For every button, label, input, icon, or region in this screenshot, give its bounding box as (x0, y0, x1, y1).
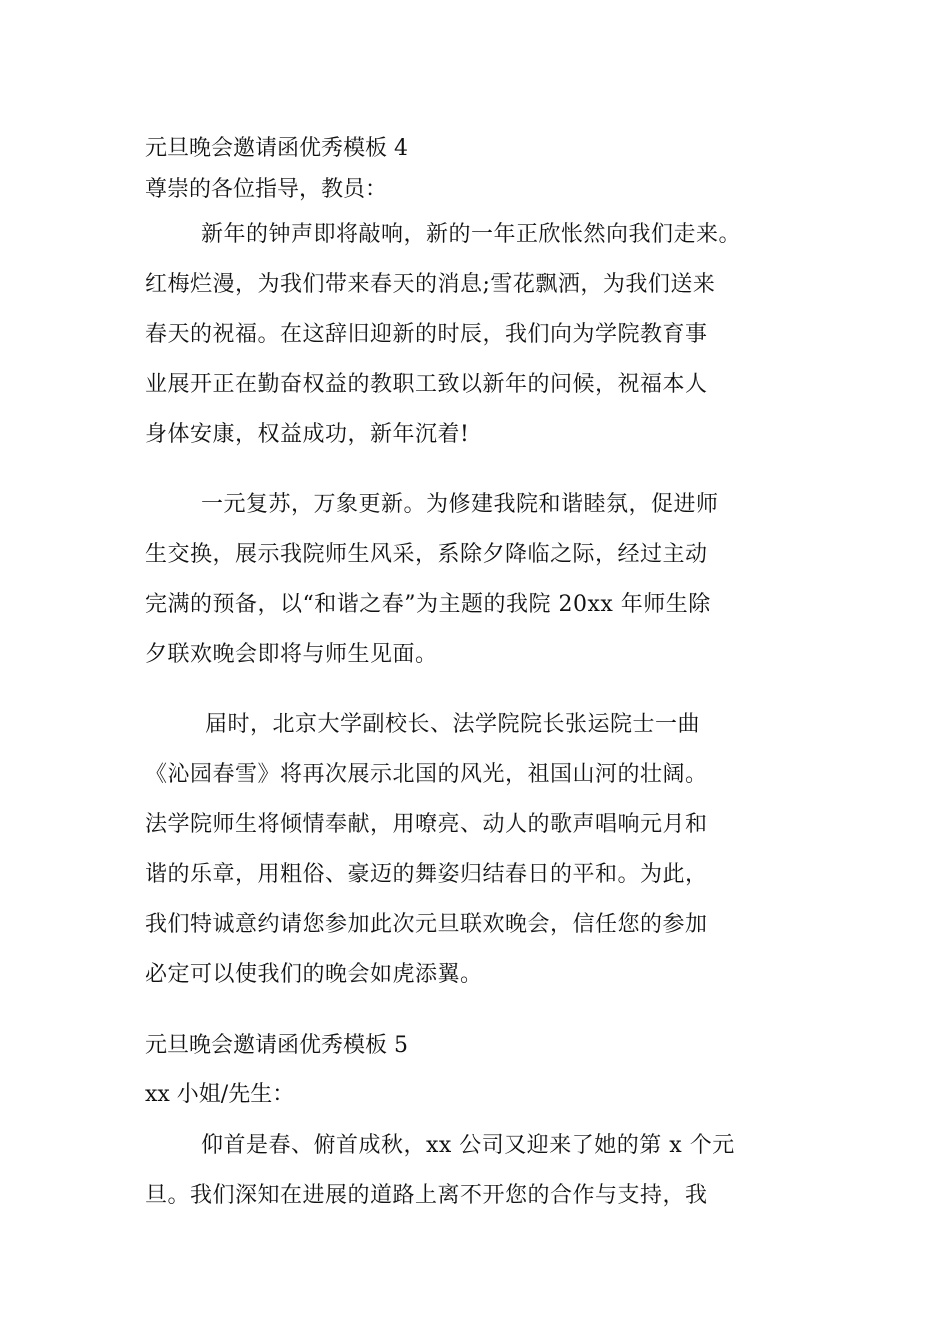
paragraph-line: 完满的预备，以“和谐之春”为主题的我院 20xx 年师生除 (145, 592, 711, 617)
paragraph-1 (145, 210, 825, 460)
paragraph-line: 业展开正在勤奋权益的教职工致以新年的问候，祝福本人 (145, 372, 708, 397)
paragraph-line: 一元复苏，万象更新。为修建我院和谐睦氛，促进师 (201, 492, 719, 517)
paragraph-line: 新年的钟声即将敲响，新的一年正欣怅然向我们走来。 (201, 222, 742, 247)
paragraph-1 (145, 1121, 825, 1221)
salutation: xx 小姐/先生： (145, 1082, 295, 1107)
paragraph-line: 谐的乐章，用粗俗、豪迈的舞姿归结春日的平和。为此， (145, 862, 708, 887)
paragraph-line: 春天的祝福。在这辞旧迎新的时辰，我们向为学院教育事 (145, 322, 708, 347)
paragraph-2 (145, 480, 825, 680)
section-template-4 (145, 133, 825, 1000)
paragraph-line: 《沁园春雪》将再次展示北国的风光，祖国山河的壮阔。 (145, 762, 708, 787)
paragraph-3 (145, 700, 825, 1000)
paragraph-line: 生交换，展示我院师生风采，系除夕降临之际，经过主动 (145, 542, 708, 567)
paragraph-line: 法学院师生将倾情奉献，用嘹亮、动人的歌声唱响元月和 (145, 812, 708, 837)
section-title: 元旦晚会邀请函优秀模板 4 (145, 136, 408, 161)
paragraph-line: 旦。我们深知在进展的道路上离不开您的合作与支持，我 (145, 1183, 708, 1208)
salutation: 尊崇的各位指导，教员： (145, 177, 388, 202)
paragraph-line: 夕联欢晚会即将与师生见面。 (145, 642, 438, 667)
paragraph-line: 我们特诚意约请您参加此次元旦联欢晚会，信任您的参加 (145, 912, 708, 937)
paragraph-line: 身体安康，权益成功，新年沉着! (145, 422, 470, 447)
paragraph-line: 届时，北京大学副校长、法学院院长张运院士一曲 (205, 712, 701, 737)
paragraph-line: 必定可以使我们的晚会如虎添翼。 (145, 962, 483, 987)
paragraph-line: 仰首是春、俯首成秋，xx 公司又迎来了她的第 x 个元 (201, 1133, 735, 1158)
section-title: 元旦晚会邀请函优秀模板 5 (145, 1033, 408, 1058)
section-template-5 (145, 1030, 825, 1221)
paragraph-line: 红梅烂漫，为我们带来春天的消息;雪花飘洒，为我们送来 (145, 272, 716, 297)
